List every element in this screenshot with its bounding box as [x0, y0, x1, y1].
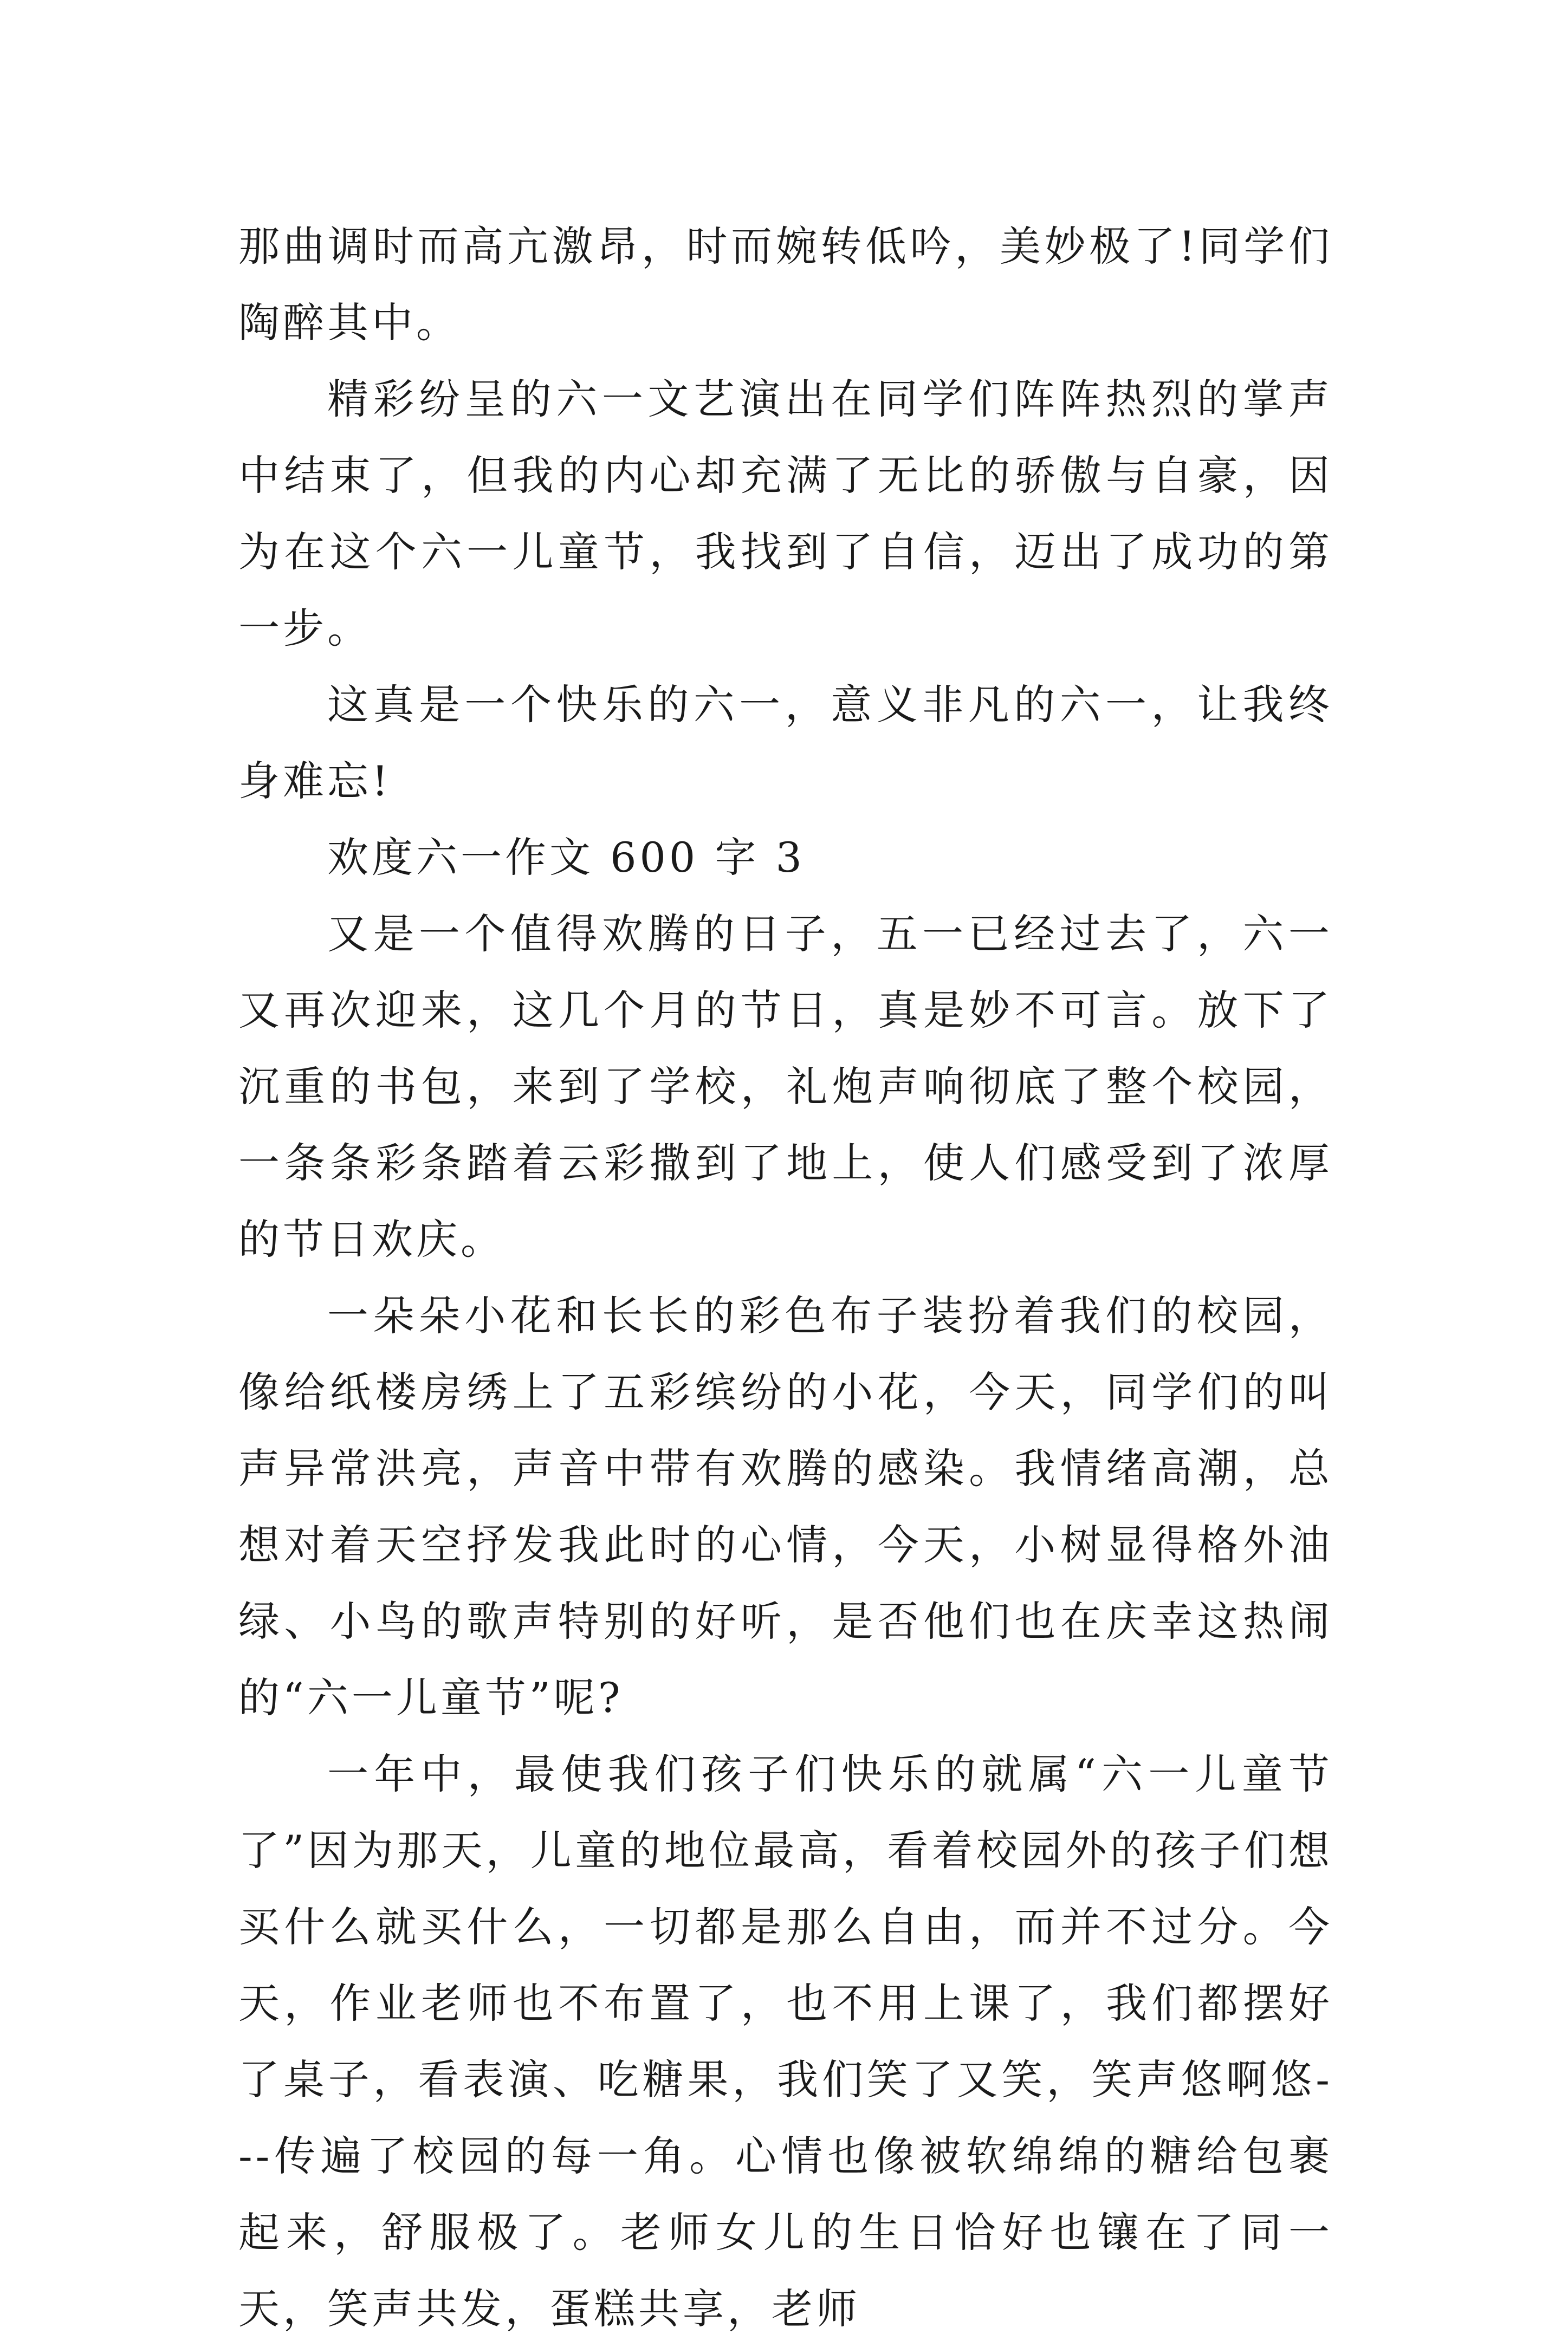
section-heading: 欢度六一作文 600 字 3	[327, 833, 805, 881]
paragraph: 一年中，最使我们孩子们快乐的就属“六一儿童节了”因为那天，儿童的地位最高，看着校园外的孩子们想买什么就买什么，一切都是那么自由，而并不过分。今天，作业老师也不布置了，也不用上课了，我们都摆好了桌子，看表演、吃糖果，我们笑了又笑，笑声悠啊悠---传遍了校园的每一角。心情也像被软绵绵的糖给包裹起来，舒服极了。老师女儿的生日恰好也镶在了同一天，笑声共发，蛋糕共享，老师	[238, 1750, 1333, 2333]
paragraph: 这真是一个快乐的六一，意义非凡的六一，让我终身难忘!	[238, 680, 1333, 805]
paragraph: 那曲调时而高亢激昂，时而婉转低吟，美妙极了!同学们陶醉其中。	[238, 222, 1333, 347]
paragraph: 又是一个值得欢腾的日子，五一已经过去了，六一又再次迎来，这几个月的节日，真是妙不可言。放下了沉重的书包，来到了学校，礼炮声响彻底了整个校园，一条条彩条踏着云彩撒到了地上，使人们感受到了浓厚的节日欢庆。	[238, 910, 1333, 1263]
document-body	[238, 208, 1333, 2347]
paragraph: 精彩纷呈的六一文艺演出在同学们阵阵热烈的掌声中结束了，但我的内心却充满了无比的骄傲与自豪，因为在这个六一儿童节，我找到了自信，迈出了成功的第一步。	[238, 375, 1333, 652]
paragraph: 一朵朵小花和长长的彩色布子装扮着我们的校园，像给纸楼房绣上了五彩缤纷的小花，今天，同学们的叫声异常洪亮，声音中带有欢腾的感染。我情绪高潮，总想对着天空抒发我此时的心情，今天，小树显得格外油绿、小鸟的歌声特别的好听，是否他们也在庆幸这热闹的“六一儿童节”呢?	[238, 1292, 1333, 1722]
